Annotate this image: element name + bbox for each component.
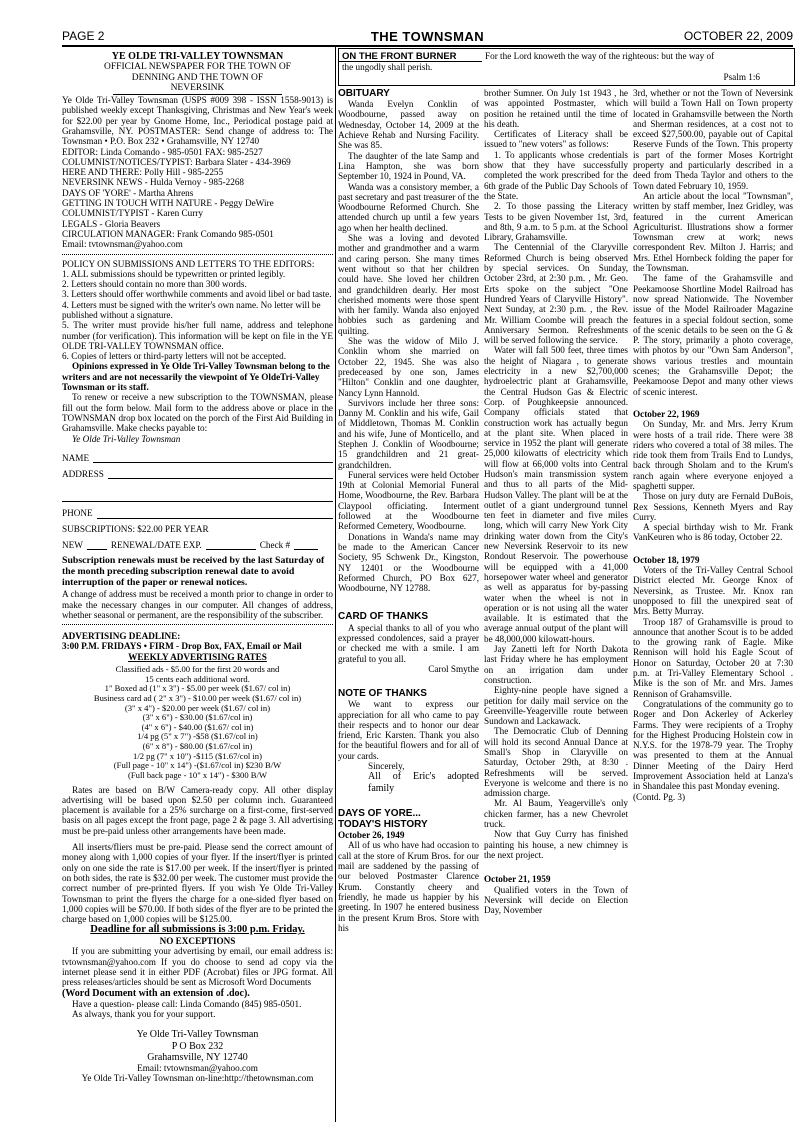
history-paragraph: Water will fall 500 feet, three times the height of Niagara , to generate electricity in a new $2,700,000 hydroelectric plant at Grahamsville, the Central Hudson Gas & Electric Corp. of Poughkeepsie announced. Company officials stated that construction work has actually begun at the plant site. When placed in service in 1952 the plant will generate 25,000 kilowatts of electricity which will flow at 66,000 volts into Central Hudson's main transmission system and thus to all parts of the Mid- Hudson Valley. The plant will be at the outlet of a giant underground tunnel ten feet in diameter and five miles long, which will carry New York City drinking water down from the City's new Neversink Reservoir to its new Rondout Reservoir. The powerhouse will be equipped with a 41,000 horsepower water wheel and generator as well as apparatus for by-passing water when the wheel is not in operation or is not using all the water available. It is estimated that the average annual output of the plant will be 48,000,000 kilowatt-hours. — [484, 345, 628, 644]
policy-item: 3. Letters should offer worthwhile comments and avoid libel or bad taste. — [62, 289, 332, 300]
page-header — [62, 29, 793, 47]
form-blank-row — [62, 493, 333, 502]
rate-line: 1" Boxed ad (1" x 3") - $5.00 per week ($1.67/ col in) — [104, 683, 291, 694]
rate-line: (Full back page - 10" x 14") - $300 B/W — [128, 769, 267, 780]
history-paragraph: Qualified voters in the Town of Neversink will decide on Election Day, November — [484, 884, 628, 916]
change-of-address: A change of address must be received a month prior to change in order to make the necessary changes in our computer. All changes of address, whether seasonal or permanent, are the responsibility of the subscriber. — [62, 589, 333, 620]
subscription-price — [62, 524, 333, 534]
ad-deadline-line: 3:00 P.M. FRIDAYS • FIRM - Drop Box, FAX, Email or Mail — [62, 641, 302, 652]
card-of-thanks-text: A special thanks to all of you who expressed condolences, said a prayer or checked me with a smile. I am grateful to you all. — [338, 622, 479, 664]
staff-line: CIRCULATION MANAGER: Frank Comando 985-0501 — [62, 228, 274, 239]
days-of-yore-title: DAYS OF YORE... — [338, 807, 421, 819]
rate-line: (3" x 4") - $20.00 per week ($1.67/ col in) — [124, 702, 271, 713]
history-paragraph: Troop 187 of Grahamsville is proud to announce that another Scout is to be added to the growing rank of Eagle. Mike Rennison will hold his Eagle Scout of Honor on Saturday, October 20 at 7:30 p.m. at Tri-Valley Elementary School . Mike is the son of Mr. and Mrs. James Rennison of Grahamsville. — [633, 616, 793, 699]
policy-item: 1. ALL submissions should be typewritten or printed legibly. — [62, 268, 286, 279]
rate-line: (4" x 6") - $40.00 ($1.67/ col in) — [141, 721, 254, 732]
email-submission-text: If you are submitting your advertising by email, our email address is: tvtownsman@yahoo.com If you do choose to send ad copy via the internet please send it in either PDF (Acrobat) files or JPG format. All press releases/articles should be sent as Microsoft Word Documents — [62, 946, 333, 988]
rate-line: (6" x 8") - $80.00 ($1.67/col in) — [142, 741, 253, 752]
word-doc-note: (Word Document with an extension of .doc). — [62, 987, 250, 999]
policy-item: 4. Letters must be signed with the writer's own name. No letter will be published without a signature. — [62, 299, 321, 320]
rate-line: Classified ads - $5.00 for the first 20 words and — [115, 664, 280, 675]
form-phone-row — [62, 508, 333, 518]
renewal-notice: Subscription renewals must be received by the last Saturday of the month preceding subscription renewal date to avoid interruption of the paper or renewal notices. — [62, 555, 325, 589]
rate-line: (Full page - 10" x 14") -($1.67/col in) $230 B/W — [113, 760, 282, 771]
form-name-row — [62, 453, 333, 463]
note-of-thanks-title: NOTE OF THANKS — [338, 688, 427, 700]
rate-line: 1/4 pg (5" x 7") -$58 ($1.67/col in) — [137, 731, 258, 742]
history-paragraph: brother Sumner. On July 1st 1943 , he was appointed Postmaster, which position he retained until the time of his death. — [484, 88, 628, 129]
form-options-row — [62, 540, 333, 550]
form-address-label: ADDRESS — [62, 469, 104, 480]
staff-email: Email: tvtownsman@yahoo.com — [62, 239, 183, 250]
form-name-label: NAME — [62, 452, 90, 463]
dotted-divider — [62, 624, 333, 625]
obituary-paragraph: Funeral services were held October 19th at Colonial Memorial Funeral Home, Woodbourne, the Rev. Barbara Claypool officiating. Interment followed at the Woodbourne Reformed Cemetery, Woodbourne. — [338, 469, 479, 532]
address-website: Ye Olde Tri-Valley Townsman on-line:http://thetownsman.com — [81, 1073, 314, 1084]
history-date: October 18, 1979 — [633, 554, 700, 565]
history-column-continued — [633, 88, 793, 1128]
history-paragraph: Jay Zanetti left for North Dakota last Friday where he has employment on an irrigation dam under construction. — [484, 644, 628, 685]
front-burner-text-left: the ungodly shall perish. — [342, 62, 433, 72]
policy-item: 5. The writer must provide his/her full name, address and telephone number (for verification). This information will be kept on file in the YE OLDE TRI-VALLEY TOWNSMAN office. — [62, 320, 333, 351]
masthead-subtitle-1: OFFICIAL NEWSPAPER FOR THE TOWN OF — [104, 62, 291, 73]
staff-line: EDITOR: Linda Comando - 985-0501 FAX: 985-2527 — [62, 146, 263, 157]
obituary-paragraph: Wanda was a consistory member, a past secretary and past treasurer of the Woodbourne Reformed Church. She attended church up until a few years ago when her health declined. — [338, 181, 479, 233]
thanks-line: As always, thank you for your support. — [72, 1009, 216, 1020]
staff-line: NEVERSINK NEWS - Hulda Vernoy - 985-2268 — [62, 177, 245, 188]
opinions-disclaimer: Opinions expressed in Ye Olde Tri-Valley Townsman belong to the writers and are not necessarily the viewpoint of Ye OldeTri-Valley Townsman or its staff. — [62, 361, 330, 393]
policy-item: 6. Copies of letters or third-party letters will not be accepted. — [62, 351, 287, 362]
subscription-price-text: SUBSCRIPTIONS: $22.00 PER YEAR — [62, 523, 209, 534]
renew-instructions: To renew or receive a new subscription to the TOWNSMAN, please fill out the form below. Mail form to the address above or place in the TOWNSMAN drop box located on the porch of the First Aid Building in Grahamsville. Make checks payable to: — [62, 392, 333, 434]
todays-history-title: TODAY'S HISTORY — [338, 818, 428, 830]
history-paragraph: Congratulations of the community go to Roger and Don Ackerley of Ackerley Farms. They were recipients of a Trophy for the Highest Producing Holstein cow in N.Y.S. for the 1978-79 year. The Trophy was presented to them at the Annual Dinner Meeting of the Dairy Herd Improvement Association held at Lanza's in Shandalee this past Monday evening. — [633, 698, 793, 792]
submission-deadline: Deadline for all submissions is 3:00 p.m. Friday. — [90, 924, 305, 936]
new-label: NEW — [62, 540, 83, 551]
history-paragraph: The Centennial of the Claryville Reformed Church is being observed by special services. On Sunday, October 23rd, at 2:30 p.m. , Mr. Geo. Erts spoke on the subject "One Hundred Years of Claryville History". Next Sunday, at 2:30 p.m. , the Rev. Mr. William Coombe will preach the Anniversary Sermon. Refreshments will be served following the service. — [484, 242, 628, 346]
phone-field[interactable] — [97, 510, 333, 519]
address-field[interactable] — [108, 470, 333, 479]
renewal-label: RENEWAL/DATE EXP. — [110, 540, 202, 551]
staff-line: GETTING IN TOUCH WITH NATURE - Peggy DeWire — [62, 198, 274, 209]
staff-line: LEGALS - Gloria Beavers — [62, 218, 161, 229]
mailing-address-block — [62, 1029, 333, 1083]
history-date: October 26, 1949 — [338, 830, 405, 841]
masthead-column — [62, 51, 333, 1121]
staff-line: HERE AND THERE: Polly Hill - 985-2255 — [62, 167, 224, 178]
staff-list — [62, 147, 333, 250]
history-date: October 22, 1969 — [633, 408, 700, 419]
issue-date: OCTOBER 22, 2009 — [683, 29, 793, 43]
staff-line: COLUMNIST/NOTICES/TYPIST: Barbara Slater - 434-3969 — [62, 156, 291, 167]
history-paragraph: Those on jury duty are Fernald DuBois, Rex Sessions, Kenneth Myers and Ray Curry. — [633, 491, 793, 522]
ad-deadline-title: ADVERTISING DEADLINE: — [62, 631, 181, 642]
address-line-2-field[interactable] — [62, 493, 333, 502]
form-phone-label: PHONE — [62, 508, 93, 519]
inserts-text: All inserts/fliers must be pre-paid. Please send the correct amount of money along with 1,000 copies of your flyer. If the insert/flyer is printed only on one side the rate is $17.00 per week. If the insert/flyer is printed on both sides, the rate is $32.00 per week. The customer must provide the correct number of pre-printed flyers. If you wish Ye Olde Tri-Valley Townsman to print the flyers the charge for a one-sided flyer based on 1,000 copies will be $70.00. If both sides of the flyer are to be printed the charge based on 1,000 copies will be $125.00. — [62, 842, 333, 925]
history-paragraph: An article about the local "Townsman", written by staff member, Inez Gridley, was featured in the current American Agriculturist. Illustrations show a former Townsman crew at work; news correspondent Rev. Milton J. Harris; and Mrs. Ethel Hornbeck folding the paper for the Townsman. — [633, 190, 793, 274]
ad-rates-title: WEEKLY ADVERTISING RATES — [128, 651, 267, 662]
obituary-paragraph: Survivors include her three sons: Danny M. Conklin and his wife, Gail of Middletown, Thomas M. Conklin and his wife, June of Monticello, and Stephen J. Conklin of Woodbourne; 15 grandchildren and 21 great-grandchildren. — [338, 397, 479, 470]
card-of-thanks-signature: Carol Smythe — [428, 663, 479, 674]
payable-to: Ye Olde Tri-Valley Townsman — [72, 433, 181, 444]
address-email: Email: tvtownsman@yahoo.com — [137, 1062, 258, 1073]
note-of-thanks-text: We want to express our appreciation for all who came to pay their respects and to honor our dear friend, Eric Karsten. Thank you also for the beautiful flowers and for all of your cards. — [338, 699, 479, 761]
front-burner-citation: Psalm 1:6 — [723, 72, 760, 82]
history-paragraph: 2. To those passing the Literacy Tests to be given November 1st, 3rd, and 8th, 9 a.m. to 5 p.m. at the School Library, Grahamsville. — [484, 201, 628, 243]
history-paragraph: The Democratic Club of Denning will hold its second Annual Dance at Small's Shop in Claryville on Saturday, October 29th, at 8:30 . Refreshments will be served. Everyone is welcome and there is no admission charge. — [484, 726, 628, 799]
address-line: P O Box 232 — [171, 1040, 224, 1052]
new-field[interactable] — [87, 549, 107, 550]
obituary-paragraph: Donations in Wanda's name may be made to the American Cancer Society, 95 Schwenk Dr., Kingston, NY 12401 or the Woodbourne Reformed Church, PO Box 627, Woodbourne, NY 12788. — [338, 531, 479, 594]
check-label: Check # — [259, 540, 291, 551]
front-burner-box — [338, 48, 795, 86]
front-burner-label: ON THE FRONT BURNER — [342, 51, 457, 62]
obituary-paragraph: She was the widow of Milo J. Conklin whom she married on October 22, 1945. She was also predeceased by one son, James "Hilton" Conklin and one daughter, Nancy Lynn Hannold. — [338, 336, 479, 398]
front-burner-verse: For the Lord knoweth the way of the righteous: but the way of — [485, 51, 715, 61]
history-paragraph: Now that Guy Curry has finished painting his house, a new chimney is the next project. — [484, 829, 628, 860]
address-line: Grahamsville, NY 12740 — [147, 1051, 248, 1063]
history-date: October 21, 1959 — [484, 874, 551, 885]
rate-line: Business card ad ( 2" x 3") - $10.00 per week ($1.67/ col in) — [93, 692, 302, 703]
note-of-thanks-closing: Sincerely, — [368, 761, 405, 772]
rate-line: 1/2 pg (7" x 10") -$115 ($1.67/col in) — [133, 750, 262, 761]
renewal-date-field[interactable] — [206, 549, 256, 550]
staff-line: COLUMNIST/TYPIST - Karen Curry — [62, 208, 203, 219]
history-paragraph: Eighty-nine people have signed a petition for daily mail service on the Greenville-Yeagerville route between Sundown and Lackawack. — [484, 685, 628, 727]
history-paragraph: All of us who have had occasion to call at the store of Krum Bros. for our mail are saddened by the passing of our beloved Postmaster Clarence Krum. Constantly cheery and friendly, he made us happier by his greeting. In 1907 he entered business in the present Krum Bros. Store with his — [338, 840, 479, 933]
policy-item: 2. Letters should contain no more than 300 words. — [62, 279, 247, 290]
history-paragraph: Mr. Al Baum, Yeagerville's only chicken farmer, has a new Chevrolet truck. — [484, 798, 628, 830]
question-line: Have a question- please call: Linda Comando (845) 985-0501. — [72, 998, 302, 1009]
ad-rates-list — [62, 665, 333, 781]
history-paragraph: Voters of the Tri-Valley Central School District elected Mr. George Knox of Neversink, as Trustee. Mr. Knox ran unopposed to fill the unexpired seat of Mrs. Betty Murray. — [633, 565, 793, 617]
history-paragraph: 3rd, whether or not the Town of Neversink will build a Town Hall on Town property located in Grahamsville between the North and Sherman residences, at a cost not to exceed $27,500.00, payable out of Capital Reserve Funds of the Town. This property is part of the former Moses Kortright property and particularly described in a deed from Theda Taylor and others to the Town dated February 10, 1959. — [633, 88, 793, 191]
address-line: Ye Olde Tri-Valley Townsman — [136, 1029, 259, 1041]
no-exceptions: NO EXCEPTIONS — [159, 936, 236, 947]
obituary-paragraph: The daughter of the late Samp and Lina Hampton, she was born September 10, 1924 in Pound, VA. — [338, 150, 479, 182]
masthead-title: YE OLDE TRI-VALLEY TOWNSMAN — [111, 51, 284, 62]
dotted-divider — [62, 254, 333, 255]
continued-note: (Contd. Pg. 3) — [633, 791, 686, 802]
policy-title: POLICY ON SUBMISSIONS AND LETTERS TO THE EDITORS: — [62, 258, 315, 269]
history-paragraph: On Sunday, Mr. and Mrs. Jerry Krum were hosts of a trail ride. There were 38 riders who covered a total of 38 miles. The ride took them from Trails End to Lundys, back through Sholam and to the Krum's ranch again where everyone enjoyed a spaghetti supper. — [633, 419, 793, 491]
history-paragraph: Certificates of Literacy shall be issued to "new voters" as follows: — [484, 129, 628, 150]
form-address-row — [62, 469, 333, 479]
name-field[interactable] — [93, 454, 333, 463]
obituary-paragraph: Wanda Evelyn Conklin of Woodbourne, passed away on Wednesday, October 14, 2009 at the Achieve Rehab and Nursing Facility. She was 85. — [338, 99, 479, 151]
history-paragraph: The fame of the Grahamsville and Peekamoose Shortline Model Railroad has now spread Nationwide. The November issue of the Model Railroader Magazine features in a special foldout section, some of the scenic details to be seen on the G & P. The story, primarily a photo coverage, with photos by our "Own Sam Anderson", shows various trestles and mountain scenes; the Grahamsville Depot; the Peekamoose Depot and many other views of scenic interest. — [633, 273, 793, 397]
masthead-subtitle-2: DENNING AND THE TOWN OF NEVERSINK — [113, 73, 281, 95]
history-paragraph: A special birthday wish to Mr. Frank VanKeuren who is 86 today, October 22. — [633, 522, 793, 543]
staff-line: DAYS OF 'YORE' - Martha Ahrens — [62, 187, 194, 198]
obituary-paragraph: She was a loving and devoted mother and grandmother and a warm and caring person. She many times went without so that her children could have. She loved her children and grandchildren dearly. Her most cherished moments were those spent with her family. Wanda also enjoyed hobbies such as gardening and quilting. — [338, 233, 479, 336]
publication-info: Ye Olde Tri-Valley Townsman (USPS #009 398 - ISSN 1558-9013) is published weekly except Thanksgiving, Christmas and New Year's week for $22.00 per year by Gnome Home, Inc., Periodical postage paid at Grahamsville, NY. POSTMASTER: Send change of address to: The Townsman • P.O. Box 232 • Grahamsville, NY 12740 — [62, 95, 333, 147]
rate-line: (3" x 6") - $30.00 ($1.67/col in) — [142, 712, 253, 723]
check-number-field[interactable] — [294, 549, 318, 550]
history-paragraph: 1. To applicants whose credentials show that they have successfully completed the work prescribed for the 6th grade of the Public Day Schools of the State. — [484, 149, 628, 201]
note-of-thanks-signature: All of Eric's adopted family — [368, 771, 479, 794]
rate-line: 15 cents each additional word. — [145, 673, 250, 684]
paper-name: THE TOWNSMAN — [370, 29, 485, 44]
column-divider — [335, 47, 336, 1122]
history-column — [484, 88, 628, 1128]
camera-ready-text: Rates are based on B/W Camera-ready copy. All other display advertising will be based upon $2.50 per column inch. Guaranteed placement is available for a 25% surcharge on a first-come, first-served basis on all pages except the front page, page 2 & page 3. All advertising must be pre-paid unless other arrangements have been made. — [62, 784, 333, 836]
card-of-thanks-title: CARD OF THANKS — [338, 611, 428, 623]
page-number: PAGE 2 — [62, 29, 105, 43]
obituary-title: OBITUARY — [338, 88, 390, 99]
obituary-column — [338, 88, 479, 1128]
